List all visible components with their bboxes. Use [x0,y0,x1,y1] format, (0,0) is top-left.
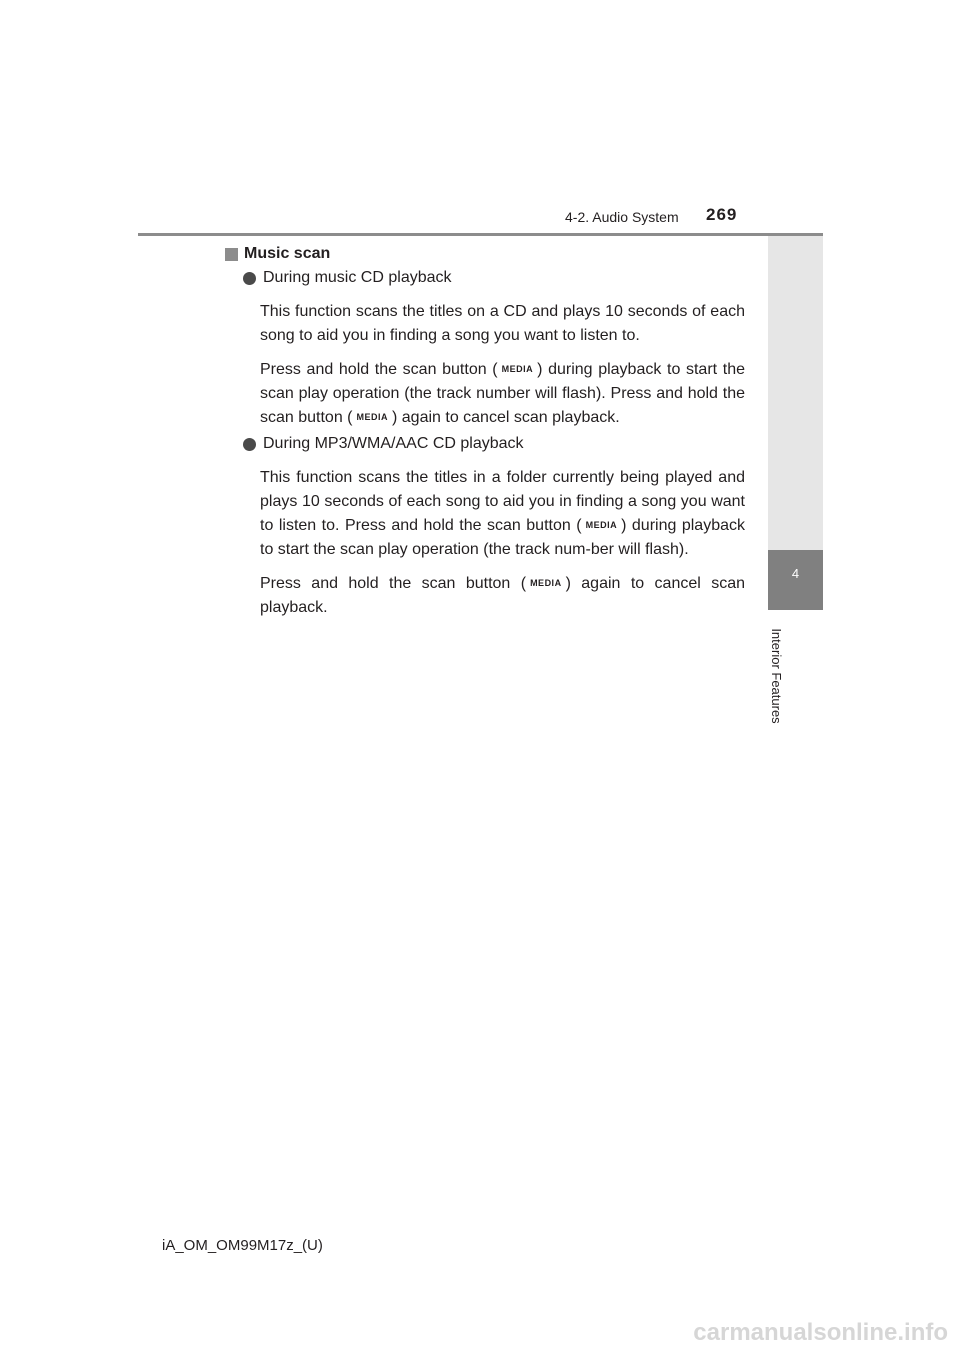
round-bullet-icon [243,272,256,285]
paragraph: This function scans the titles in a folder currently being played and plays 10 seconds of each song to aid you in finding a song you want to listen to. Press and hold the scan button ( MEDIA ) during playback to start the scan play operation (the track num-ber will flash). [260,469,746,558]
paragraph: Press and hold the scan button ( MEDIA ) during playback to start the scan play operation (the track number will flash). Press and hold the scan button ( MEDIA ) again to cancel scan playback. [260,361,745,426]
side-tab-chapter-label: Interior Features [769,628,784,724]
footer-doc-code: iA_OM_OM99M17z_(U) [162,1237,323,1254]
side-tab-background [768,236,823,550]
list-item-head [225,432,745,456]
list-item-title: During MP3/WMA/AAC CD playback [263,435,524,452]
paragraph: Press and hold the scan button ( MEDIA ) again to cancel scan playback. [260,575,745,616]
media-button-icon: MEDIA [356,412,388,422]
round-bullet-icon [243,438,256,451]
page-number: 269 [706,205,738,224]
section-heading-text: Music scan [244,245,331,262]
media-button-icon: MEDIA [530,578,562,588]
media-button-icon: MEDIA [585,520,618,530]
main-content [225,242,745,620]
paragraph: This function scans the titles on a CD and plays 10 seconds of each song to aid you in finding a song you want to listen to. [260,303,745,344]
page-header-section: 4-2. Audio System [565,209,679,225]
list-item-title: During music CD playback [263,269,452,286]
square-bullet-icon [225,248,238,261]
media-button-icon: MEDIA [501,364,534,374]
section-heading [225,242,745,266]
side-tab-chapter-number: 4 [791,566,800,581]
list-item-head [225,266,745,290]
watermark: carmanualsonline.info [693,1319,948,1346]
header-rule [138,233,823,236]
